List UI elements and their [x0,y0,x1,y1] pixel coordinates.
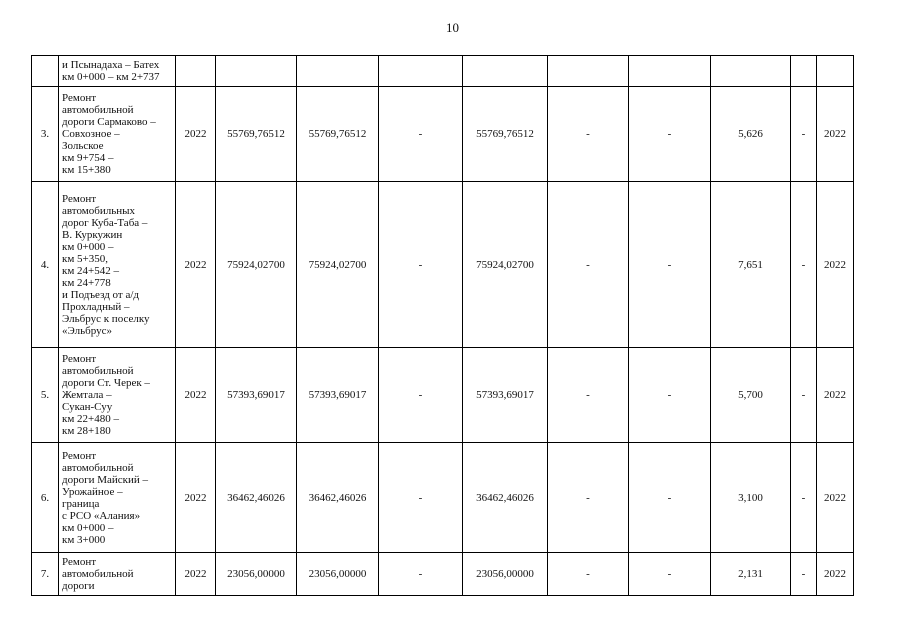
road-name: Ремонт автомобильной дороги Сармаково – Совхозное – Зольское км 9+754 – км 15+380 [59,87,176,182]
end-year-cell: 2022 [817,182,854,348]
row-number: 3. [32,87,59,182]
c9-cell: - [791,182,817,348]
c6-cell: - [548,182,629,348]
c7-cell: - [629,348,711,443]
c6-cell: - [548,87,629,182]
total-cell: 23056,00000 [216,553,297,596]
reg-cell: - [379,182,463,348]
table-row [32,56,854,87]
c7-cell: - [629,87,711,182]
c7-cell: - [629,443,711,553]
c6-cell: - [548,553,629,596]
c6-cell: - [548,443,629,553]
end-year-cell: 2022 [817,348,854,443]
length-cell: 2,131 [711,553,791,596]
length-cell: 5,700 [711,348,791,443]
fed-cell: 23056,00000 [297,553,379,596]
c9-cell [791,56,817,87]
year-cell: 2022 [176,553,216,596]
year-cell: 2022 [176,87,216,182]
end-year-cell [817,56,854,87]
reg-cell [379,56,463,87]
c9-cell: - [791,553,817,596]
row-number: 7. [32,553,59,596]
length-cell [711,56,791,87]
year-cell [176,56,216,87]
road-repair-table [31,55,854,596]
fed-cell: 57393,69017 [297,348,379,443]
end-year-cell: 2022 [817,553,854,596]
row-number: 5. [32,348,59,443]
c7-cell: - [629,182,711,348]
year-cell: 2022 [176,348,216,443]
c7-cell [629,56,711,87]
length-cell: 3,100 [711,443,791,553]
total-cell: 36462,46026 [216,443,297,553]
c6-cell [548,56,629,87]
reg2-cell: 75924,02700 [463,182,548,348]
reg-cell: - [379,87,463,182]
table-row [32,443,854,553]
fed-cell: 75924,02700 [297,182,379,348]
c6-cell: - [548,348,629,443]
road-name: Ремонт автомобильной дороги Майский – Урожайное – граница с РСО «Алания» км 0+000 – км 3+000 [59,443,176,553]
table-row [32,87,854,182]
length-cell: 7,651 [711,182,791,348]
fed-cell [297,56,379,87]
row-number: 6. [32,443,59,553]
end-year-cell: 2022 [817,87,854,182]
total-cell: 75924,02700 [216,182,297,348]
page-number: 10 [446,20,459,35]
row-number: 4. [32,182,59,348]
row-number [32,56,59,87]
table-row [32,182,854,348]
fed-cell: 36462,46026 [297,443,379,553]
total-cell [216,56,297,87]
road-name: Ремонт автомобильных дорог Куба-Таба – В. Куркужин км 0+000 – км 5+350, км 24+542 – км 24+778 и Подъезд от а/д Прохладный – Эльбрус к поселку «Эльбрус» [59,182,176,348]
reg2-cell: 23056,00000 [463,553,548,596]
total-cell: 57393,69017 [216,348,297,443]
total-cell: 55769,76512 [216,87,297,182]
c9-cell: - [791,443,817,553]
reg-cell: - [379,443,463,553]
reg-cell: - [379,553,463,596]
c7-cell: - [629,553,711,596]
length-cell: 5,626 [711,87,791,182]
year-cell: 2022 [176,182,216,348]
c9-cell: - [791,87,817,182]
c9-cell: - [791,348,817,443]
road-name: Ремонт автомобильной дороги Ст. Черек – Жемтала – Сукан-Суу км 22+480 – км 28+180 [59,348,176,443]
end-year-cell: 2022 [817,443,854,553]
reg2-cell: 57393,69017 [463,348,548,443]
road-name: и Псынадаха – Батех км 0+000 – км 2+737 [59,56,176,87]
reg2-cell: 36462,46026 [463,443,548,553]
reg2-cell: 55769,76512 [463,87,548,182]
reg2-cell [463,56,548,87]
table-row [32,348,854,443]
fed-cell: 55769,76512 [297,87,379,182]
reg-cell: - [379,348,463,443]
road-name: Ремонт автомобильной дороги [59,553,176,596]
year-cell: 2022 [176,443,216,553]
table-row [32,553,854,596]
